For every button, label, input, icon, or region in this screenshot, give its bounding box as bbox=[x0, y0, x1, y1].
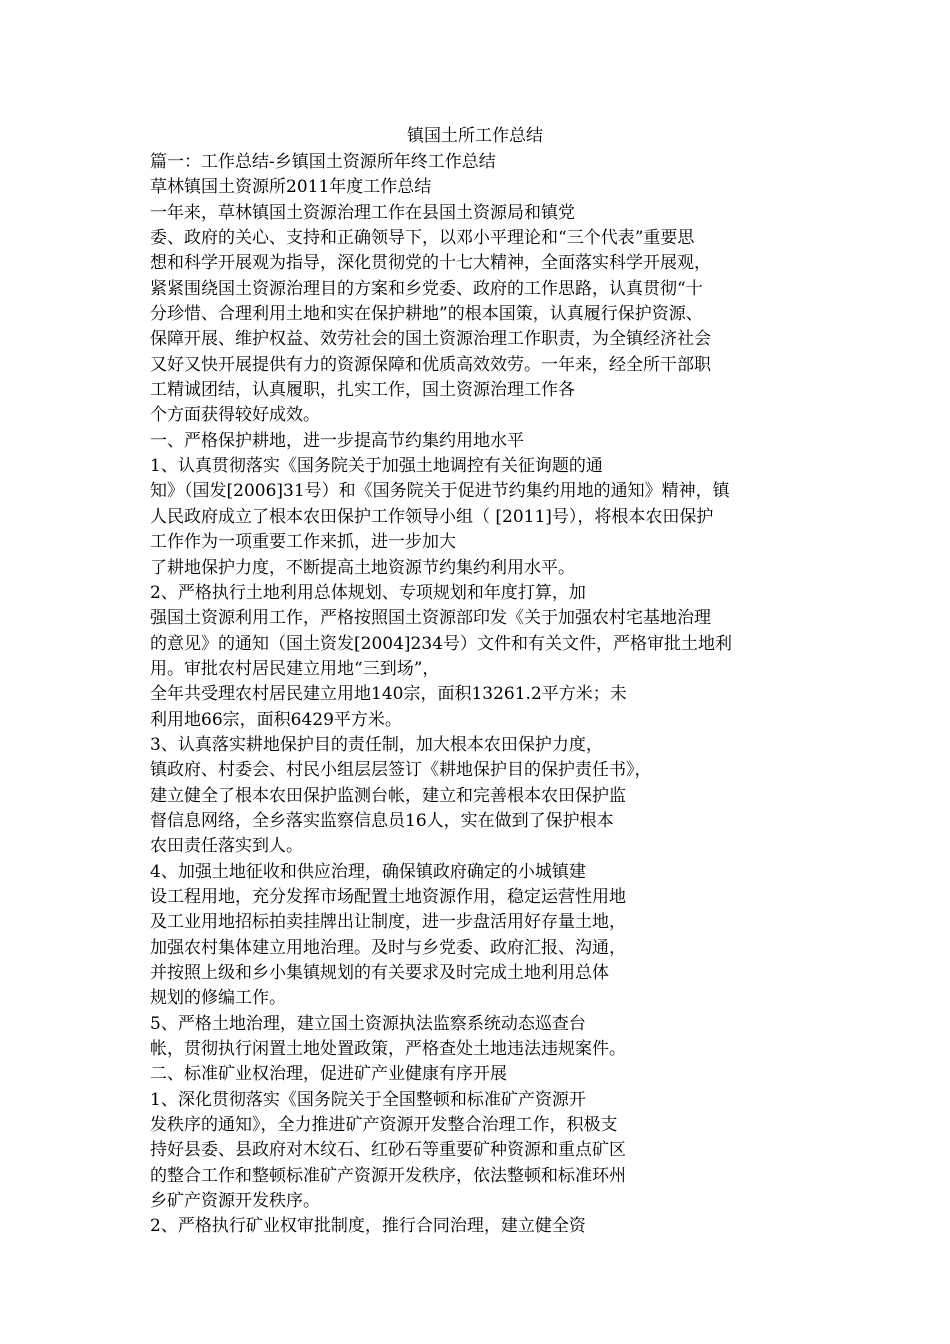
document-body bbox=[150, 150, 850, 1240]
text-line: 一年来，草林镇国土资源治理工作在县国土资源局和镇党 bbox=[150, 202, 575, 223]
text-line: 全年共受理农村居民建立用地140宗，面积13261.2平方米；未 bbox=[150, 684, 627, 705]
text-line: 持好县委、县政府对木纹石、红砂石等重要矿种资源和重点矿区 bbox=[150, 1140, 626, 1161]
text-line: 委、政府的关心、支持和正确领导下，以邓小平理论和“三个代表”重要思 bbox=[150, 228, 695, 249]
text-line: 3、认真落实耕地保护目的责任制，加大根本农田保护力度， bbox=[150, 734, 603, 755]
text-line: 设工程用地，充分发挥市场配置土地资源作用，稳定运营性用地 bbox=[150, 886, 626, 907]
text-line: 想和科学开展观为指导，深化贯彻党的十七大精神，全面落实科学开展观， bbox=[150, 253, 711, 274]
text-line: 个方面获得较好成效。 bbox=[150, 405, 320, 426]
text-line: 又好又快开展提供有力的资源保障和优质高效效劳。一年来，经全所干部职 bbox=[150, 354, 711, 375]
document-title: 镇国土所工作总结 bbox=[407, 126, 543, 146]
text-line: 督信息网络，全乡落实监察信息员16人，实在做到了保护根本 bbox=[150, 810, 614, 831]
text-line: 紧紧围绕国土资源治理目的方案和乡党委、政府的工作思路，认真贯彻“十 bbox=[150, 278, 703, 299]
text-line: 篇一：工作总结-乡镇国土资源所年终工作总结 bbox=[150, 152, 496, 172]
text-line: 乡矿产资源开发秩序。 bbox=[150, 1191, 320, 1212]
text-line: 加强农村集体建立用地治理。及时与乡党委、政府汇报、沟通， bbox=[150, 937, 626, 958]
text-line: 规划的修编工作。 bbox=[150, 988, 286, 1009]
text-line: 保障开展、维护权益、效劳社会的国土资源治理工作职责，为全镇经济社会 bbox=[150, 329, 711, 350]
text-line: 二、标准矿业权治理，促进矿产业健康有序开展 bbox=[150, 1064, 507, 1085]
text-line: 利用地66宗，面积6429平方米。 bbox=[150, 709, 402, 730]
text-line: 及工业用地招标拍卖挂牌出让制度，进一步盘活用好存量土地， bbox=[150, 912, 626, 933]
text-line: 1、深化贯彻落实《国务院关于全国整顿和标准矿产资源开 bbox=[150, 1089, 586, 1110]
text-line: 2、严格执行土地利用总体规划、专项规划和年度打算，加 bbox=[150, 582, 586, 603]
text-line: 工精诚团结，认真履职，扎实工作，国土资源治理工作各 bbox=[150, 380, 575, 401]
text-line: 知》（国发[2006]31号）和《国务院关于促进节约集约用地的通知》精神，镇 bbox=[150, 481, 730, 502]
text-line: 工作作为一项重要工作来抓，进一步加大 bbox=[150, 532, 456, 553]
text-line: 人民政府成立了根本农田保护工作领导小组（ [2011]号），将根本农田保护 bbox=[150, 506, 714, 527]
text-line: 2、严格执行矿业权审批制度，推行合同治理，建立健全资 bbox=[150, 1216, 586, 1237]
text-line: 1、认真贯彻落实《国务院关于加强土地调控有关征询题的通 bbox=[150, 456, 603, 477]
text-line: 5、严格土地治理，建立国土资源执法监察系统动态巡查台 bbox=[150, 1013, 586, 1034]
text-line: 了耕地保护力度，不断提高土地资源节约集约利用水平。 bbox=[150, 557, 575, 578]
text-line: 发秩序的通知》，全力推进矿产资源开发整合治理工作，积极支 bbox=[150, 1115, 618, 1136]
text-line: 帐，贯彻执行闲置土地处置政策，严格查处土地违法违规案件。 bbox=[150, 1039, 626, 1060]
text-line: 的意见》的通知（国土资发[2004]234号）文件和有关文件，严格审批土地利 bbox=[150, 633, 732, 654]
text-line: 分珍惜、合理利用土地和实在保护耕地”的根本国策，认真履行保护资源、 bbox=[150, 304, 703, 325]
text-line: 镇政府、村委会、村民小组层层签订《耕地保护目的保护责任书》， bbox=[150, 760, 652, 781]
text-line: 并按照上级和乡小集镇规划的有关要求及时完成土地利用总体 bbox=[150, 963, 609, 983]
text-line: 一、严格保护耕地，进一步提高节约集约用地水平 bbox=[150, 430, 524, 451]
text-line: 4、加强土地征收和供应治理，确保镇政府确定的小城镇建 bbox=[150, 861, 586, 882]
text-line: 农田责任落实到人。 bbox=[150, 836, 303, 857]
text-line: 的整合工作和整顿标准矿产资源开发秩序，依法整顿和标准环州 bbox=[150, 1165, 626, 1186]
text-line: 用。审批农村居民建立用地“三到场”， bbox=[150, 658, 440, 679]
text-line: 强国土资源利用工作，严格按照国土资源部印发《关于加强农村宅基地治理 bbox=[150, 608, 711, 629]
text-line: 草林镇国土资源所2011年度工作总结 bbox=[150, 177, 432, 198]
text-line: 建立健全了根本农田保护监测台帐，建立和完善根本农田保护监 bbox=[150, 785, 626, 806]
